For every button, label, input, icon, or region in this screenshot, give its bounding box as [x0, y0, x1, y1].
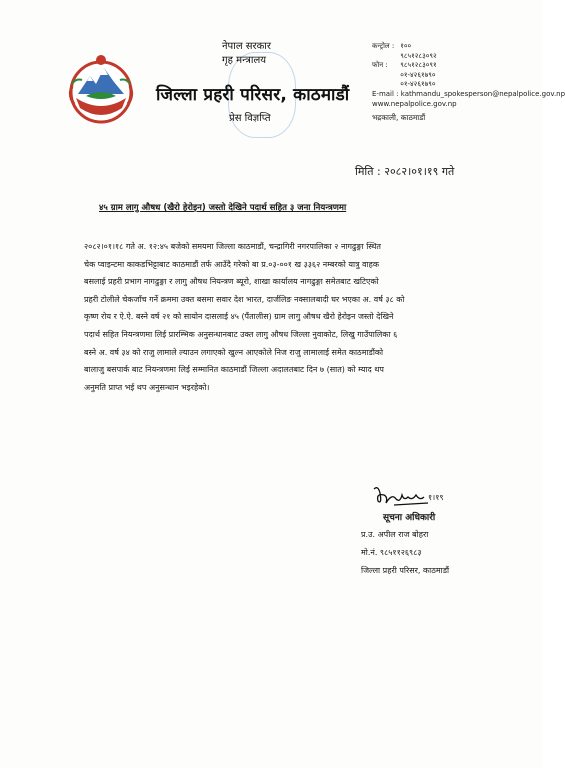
- phone-label: फोन :: [372, 61, 388, 70]
- email-address[interactable]: kathmandu_spokesperson@nepalpolice.gov.np: [400, 89, 565, 98]
- phone-number: ०१-४२६१७९०: [400, 70, 436, 79]
- nepal-emblem-icon: [64, 52, 138, 126]
- press-release-heading: ४५ ग्राम लागु औषध (खैरो हेरोइन) जस्तो देखिने पदार्थ सहित ३ जना नियन्त्रणमा: [99, 203, 347, 213]
- information-officer-title: सूचना अधिकारी: [383, 513, 436, 523]
- website-link[interactable]: www.nepalpolice.gov.np: [372, 99, 457, 108]
- body-line: अनुमति प्राप्त भई थप अनुसन्धान भइरहेको।: [84, 382, 210, 392]
- handwritten-signature: [370, 483, 462, 509]
- officer-mobile: मो.नं. ९८५११२६९८३: [361, 548, 422, 557]
- body-line: प्रहरी टोलीले चेकजाँच गर्ने क्रममा उक्त बसमा सवार देश भारत, दार्जलिङ नक्सालबादी घर भएका अ. वर्ष ३८ को: [84, 294, 405, 304]
- body-line: कृष्ण रोय र ऐ.ऐ. बस्ने वर्ष २१ को सायोन दासलाई ४५ (पैंतालीस) ग्राम लागु औषध खैरो हेरोइन जस्तो देखिने: [84, 312, 394, 322]
- control-number: १००: [400, 42, 412, 50]
- officer-details: [361, 526, 449, 580]
- email-label: E-mail :: [372, 89, 399, 98]
- officer-name: प्र.उ. अपील राज बोहरा: [361, 530, 429, 539]
- office-name: जिल्ला प्रहरी परिसर, काठमाडौं: [156, 85, 350, 105]
- press-release-label: प्रेस विज्ञप्ति: [229, 113, 271, 124]
- press-release-body: [84, 238, 462, 396]
- body-line: बालाजु बसपार्क बाट नियन्त्रणमा लिई सम्मानित काठमाडौं जिल्ला अदालतबाट दिन ७ (सात) को म्याद थप: [84, 365, 384, 375]
- body-line: पदार्थ सहित नियन्त्रणमा लिई प्रारम्भिक अनुसन्धानबाट उक्त लागु औषध जिल्ला नुवाकोट, लिखु गाउँपालिका ६: [84, 329, 398, 339]
- body-line: बसलाई प्रहरी प्रभाग नागढुङ्गा र लागु औषध नियन्त्रण ब्यूरो, शाखा कार्यालय नागढुङ्गा समेतबाट खटिएको: [84, 277, 379, 287]
- body-line: २०८२।०१।१८ गते अ. १२:४५ बजेको समयमा जिल्ला काठमाडौं, चन्द्रागिरी नगरपालिका २ नागढुङ्गा स्थित: [84, 242, 381, 251]
- government-name: नेपाल सरकार: [222, 41, 271, 52]
- signature-date: १।१९: [428, 493, 444, 502]
- ministry-name: गृह मन्त्रालय: [222, 55, 267, 66]
- body-line: चेक प्वाइन्टमा काकडभिट्टाबाट काठमाडौं तर्फ आउँदै गरेको बा प्र.०३-००१ ख ३३६२ नम्बरको यात्रु वाहक: [84, 259, 380, 269]
- control-label: कन्ट्रोल :: [372, 42, 395, 50]
- officer-office: जिल्ला प्रहरी परिसर, काठमाडौं: [361, 566, 450, 575]
- phone-number: ०१-४२६१७९०: [400, 80, 436, 89]
- office-location: भद्रकाली, काठमाडौं: [372, 113, 426, 122]
- contact-block: [372, 42, 565, 109]
- phone-number: ९८५१२८३०९१: [400, 61, 437, 70]
- release-date: मिति : २०८२।०१।१९ गते: [355, 165, 455, 178]
- body-line: बस्ने अ. वर्ष ३४ को राजु लामाले ल्याउन लगाएको खुल्न आएकोले निज राजु लामालाई समेत काठमाडौंको: [84, 347, 384, 357]
- phone-number: ९८५१२८३०९२: [400, 51, 437, 60]
